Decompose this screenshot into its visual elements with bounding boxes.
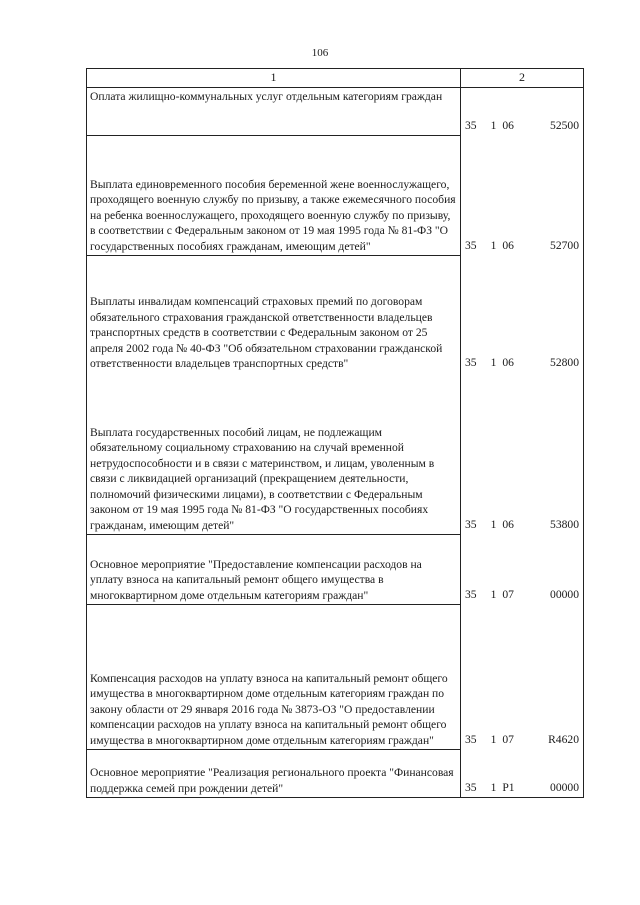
code-direction: 53800 bbox=[550, 518, 579, 531]
row-code bbox=[461, 136, 584, 256]
row-description: Основное мероприятие "Предоставление компенсации расходов на уплату взноса на капитальный ремонт общего имущества в многоквартирном доме отдельным категориям граждан" bbox=[87, 535, 461, 605]
code-subprogram: 1 bbox=[490, 518, 497, 531]
row-description: Компенсация расходов на уплату взноса на капитальный ремонт общего имущества в многоквартирном доме отдельным категориям граждан по закону области от 29 января 2016 года № 3873-ОЗ "О предоставлении компенсации расходов на уплату взноса на капитальный ремонт общего имущества в многоквартирном доме отдельным категориям граждан" bbox=[87, 605, 461, 750]
code-direction: 00000 bbox=[550, 780, 579, 794]
code-subprogram: 1 bbox=[490, 356, 497, 369]
row-code bbox=[461, 750, 584, 798]
code-event: 06 bbox=[502, 356, 514, 369]
code-program: 35 bbox=[465, 733, 477, 746]
code-event: P1 bbox=[502, 780, 515, 794]
table-row bbox=[87, 88, 584, 136]
table-row bbox=[87, 535, 584, 605]
budget-table bbox=[86, 68, 584, 798]
code-program: 35 bbox=[465, 356, 477, 369]
code-direction: 52800 bbox=[550, 356, 579, 369]
code-event: 07 bbox=[502, 733, 514, 746]
code-program: 35 bbox=[465, 239, 477, 252]
row-description: Выплата государственных пособий лицам, не подлежащим обязательному социальному страхованию на случай временной нетрудоспособности и в связи с материнством, и лицам, уволенным в связи с ликвидацией организаций (прекращением деятельности, полномочий физическими лицами), в соответствии с Федеральным законом от 19 мая 1995 года № 81-ФЗ "О государственных пособиях гражданам, имеющим детей" bbox=[87, 373, 461, 535]
row-code bbox=[461, 535, 584, 605]
code-program: 35 bbox=[465, 518, 477, 531]
table-row bbox=[87, 373, 584, 535]
code-subprogram: 1 bbox=[490, 239, 497, 252]
code-event: 06 bbox=[502, 518, 514, 531]
row-description: Выплата единовременного пособия беременной жене военнослужащего, проходящего военную службу по призыву, а также ежемесячного пособия на ребенка военнослужащего, проходящего военную службу по призыву, в соответствии с Федеральным законом от 19 мая 1995 года № 81-ФЗ "О государственных пособиях гражданам, имеющим детей" bbox=[87, 136, 461, 256]
table-row bbox=[87, 605, 584, 750]
code-subprogram: 1 bbox=[490, 733, 497, 746]
code-direction: 52500 bbox=[550, 119, 579, 132]
code-subprogram: 1 bbox=[490, 119, 497, 132]
code-program: 35 bbox=[465, 588, 477, 601]
table-row bbox=[87, 256, 584, 373]
code-direction: R4620 bbox=[548, 733, 579, 746]
code-subprogram: 1 bbox=[490, 780, 497, 794]
column-header-1: 1 bbox=[87, 69, 461, 88]
row-code bbox=[461, 373, 584, 535]
table-row bbox=[87, 136, 584, 256]
row-description: Основное мероприятие "Реализация регионального проекта "Финансовая поддержка семей при рождении детей" bbox=[87, 750, 461, 798]
code-event: 06 bbox=[502, 119, 514, 132]
code-subprogram: 1 bbox=[490, 588, 497, 601]
row-code bbox=[461, 256, 584, 373]
code-direction: 52700 bbox=[550, 239, 579, 252]
column-header-2: 2 bbox=[461, 69, 584, 88]
code-event: 07 bbox=[502, 588, 514, 601]
code-direction: 00000 bbox=[550, 588, 579, 601]
row-description: Выплаты инвалидам компенсаций страховых премий по договорам обязательного страхования гражданской ответственности владельцев транспортных средств в соответствии с Федеральным законом от 25 апреля 2002 года № 40-ФЗ "Об обязательном страховании гражданской ответственности владельцев транспортных средств" bbox=[87, 256, 461, 373]
table-header-row bbox=[87, 69, 584, 88]
code-program: 35 bbox=[465, 780, 477, 794]
code-program: 35 bbox=[465, 119, 477, 132]
page-number: 106 bbox=[311, 47, 329, 59]
row-code bbox=[461, 88, 584, 136]
table-row bbox=[87, 750, 584, 798]
row-description: Оплата жилищно-коммунальных услуг отдельным категориям граждан bbox=[87, 88, 461, 136]
code-event: 06 bbox=[502, 239, 514, 252]
row-code bbox=[461, 605, 584, 750]
